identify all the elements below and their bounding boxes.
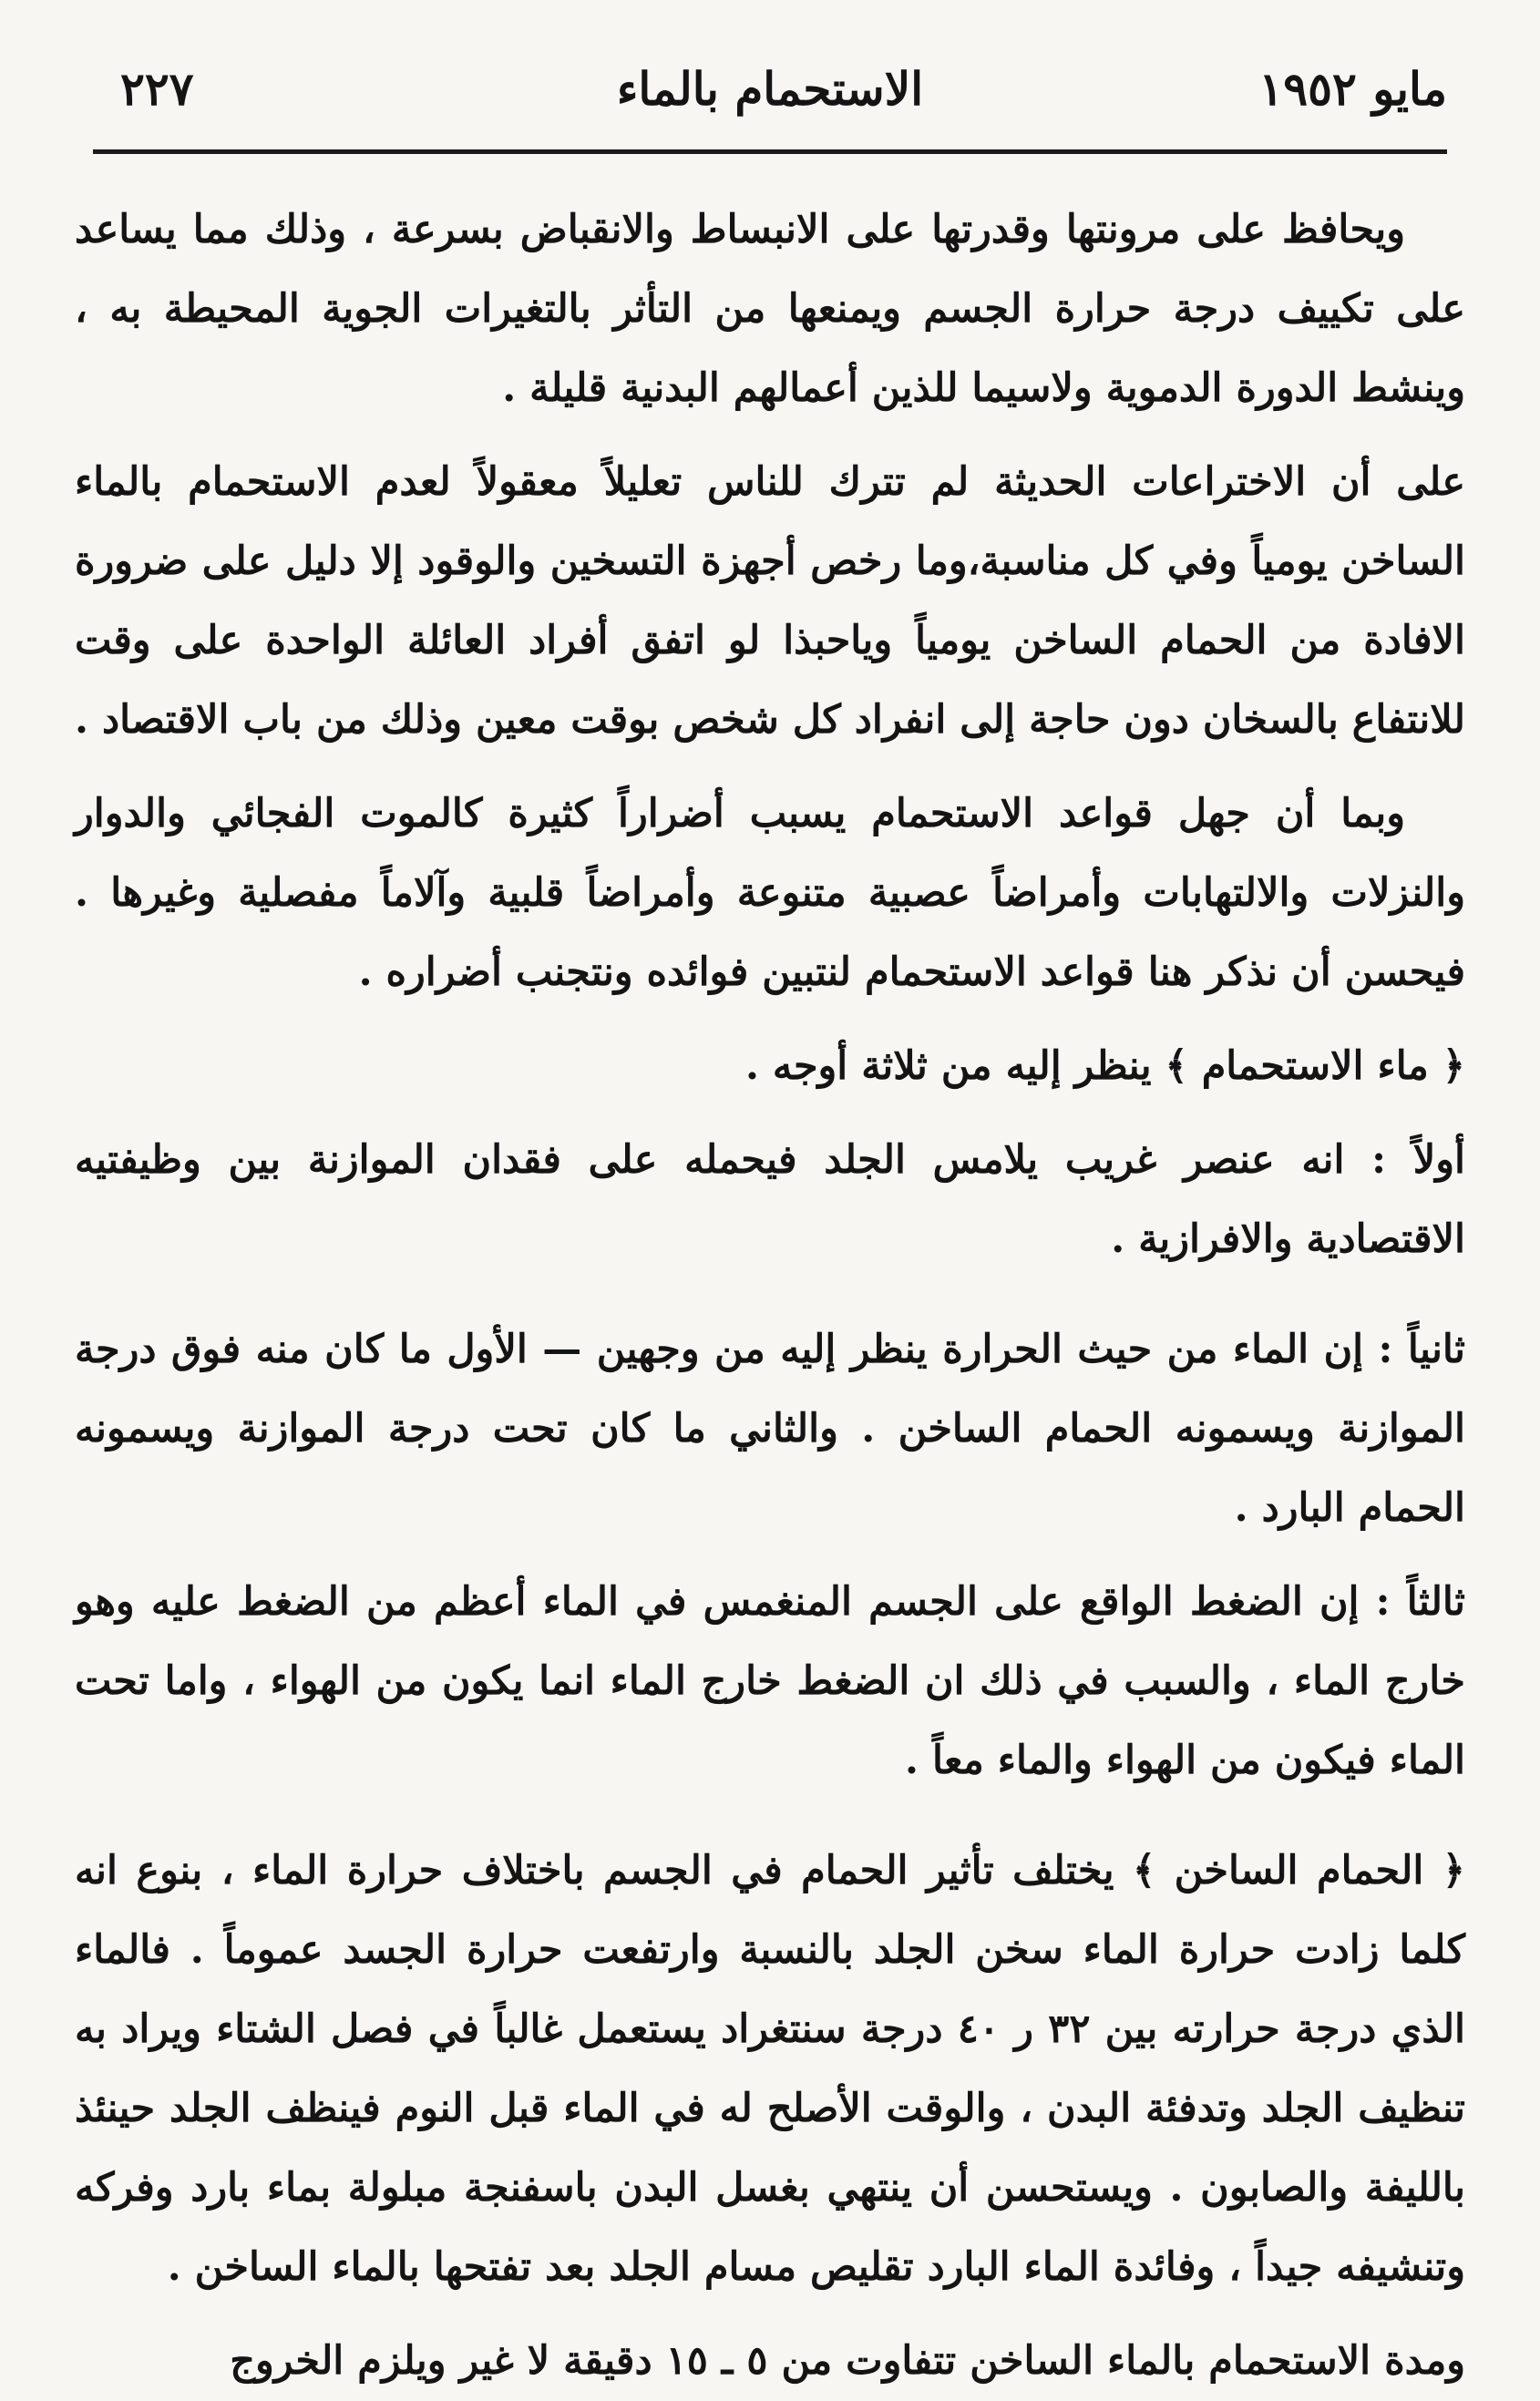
header-title: الاستحمام بالماء xyxy=(616,62,924,116)
paragraph: أولاً : انه عنصر غريب يلامس الجلد فيحمله على فقدان الموازنة بين وظيفتيه الاقتصادية والافرازية . xyxy=(75,1137,1465,1262)
paragraph: وبما أن جهل قواعد الاستحمام يسبب أضراراً كثيرة كالموت الفجائي والدوار والنزلات والالتهابات وأمراضاً عصبية متنوعة وأمراضاً قلبية وآلاماً مفصلية وغيرها . فيحسن أن نذكر هنا قواعد الاستحمام لنتبين فوائده ونتجنب أضراره . xyxy=(75,791,1465,995)
paragraph: ثانياً : إن الماء من حيث الحرارة ينظر إليه من وجهين — الأول ما كان منه فوق درجة الموازنة ويسمونه الحمام الساخن . والثاني ما كان تحت درجة الموازنة ويسمونه الحمام البارد . xyxy=(75,1327,1465,1531)
paragraph: ويحافظ على مرونتها وقدرتها على الانبساط والانقباض بسرعة ، وذلك مما يساعد على تكييف درجة حرارة الجسم ويمنعها من التأثر بالتغيرات الجوية المحيطة به ، وينشط الدورة الدموية ولاسيما للذين أعمالهم البدنية قليلة . xyxy=(75,207,1465,411)
article-body xyxy=(56,154,1484,2401)
paragraph: على أن الاختراعات الحديثة لم تترك للناس تعليلاً معقولاً لعدم الاستحمام بالماء الساخن يومياً وفي كل مناسبة،وما رخص أجهزة التسخين والوقود إلا دليل على ضرورة الافادة من الحمام الساخن يومياً وياحبذا لو اتفق أفراد العائلة الواحدة على وقت للانتفاع بالسخان دون حاجة إلى انفراد كل شخص بوقت معين وذلك من باب الاقتصاد . xyxy=(75,459,1465,743)
page-header xyxy=(56,46,1484,137)
paragraph: ﴿ الحمام الساخن ﴾ يختلف تأثير الحمام في الجسم باختلاف حرارة الماء ، بنوع انه كلما زادت حرارة الماء سخن الجلد بالنسبة وارتفعت حرارة الجسد عموماً . فالماء الذي درجة حرارته بين ٣٢ ر ٤٠ درجة سنتغراد يستعمل غالباً في فصل الشتاء ويراد به تنظيف الجلد وتدفئة البدن ، والوقت الأصلح له في الماء قبل النوم فينظف الجلد حينئذ بالليفة والصابون . ويستحسن أن ينتهي بغسل البدن باسفنجة مبلولة بماء بارد وفركه وتنشيفه جيداً ، وفائدة الماء البارد تقليص مسام الجلد بعد تفتحها بالماء الساخن . xyxy=(75,1848,1466,2290)
header-date: مايو ١٩٥٢ xyxy=(1258,62,1447,116)
paragraph: ﴿ ماء الاستحمام ﴾ ينظر إليه من ثلاثة أوجه . xyxy=(744,1043,1465,1089)
page-number: ٢٢٧ xyxy=(120,62,194,116)
paragraph: ثالثاً : إن الضغط الواقع على الجسم المنغمس في الماء أعظم من الضغط عليه وهو خارج الماء ، والسبب في ذلك ان الضغط خارج الماء انما يكون من الهواء ، واما تحت الماء فيكون من الهواء والماء معاً . xyxy=(75,1579,1465,1783)
paragraph: ومدة الاستحمام بالماء الساخن تتفاوت من ٥ ـ ١٥ دقيقة لا غير ويلزم الخروج xyxy=(230,2338,1465,2384)
